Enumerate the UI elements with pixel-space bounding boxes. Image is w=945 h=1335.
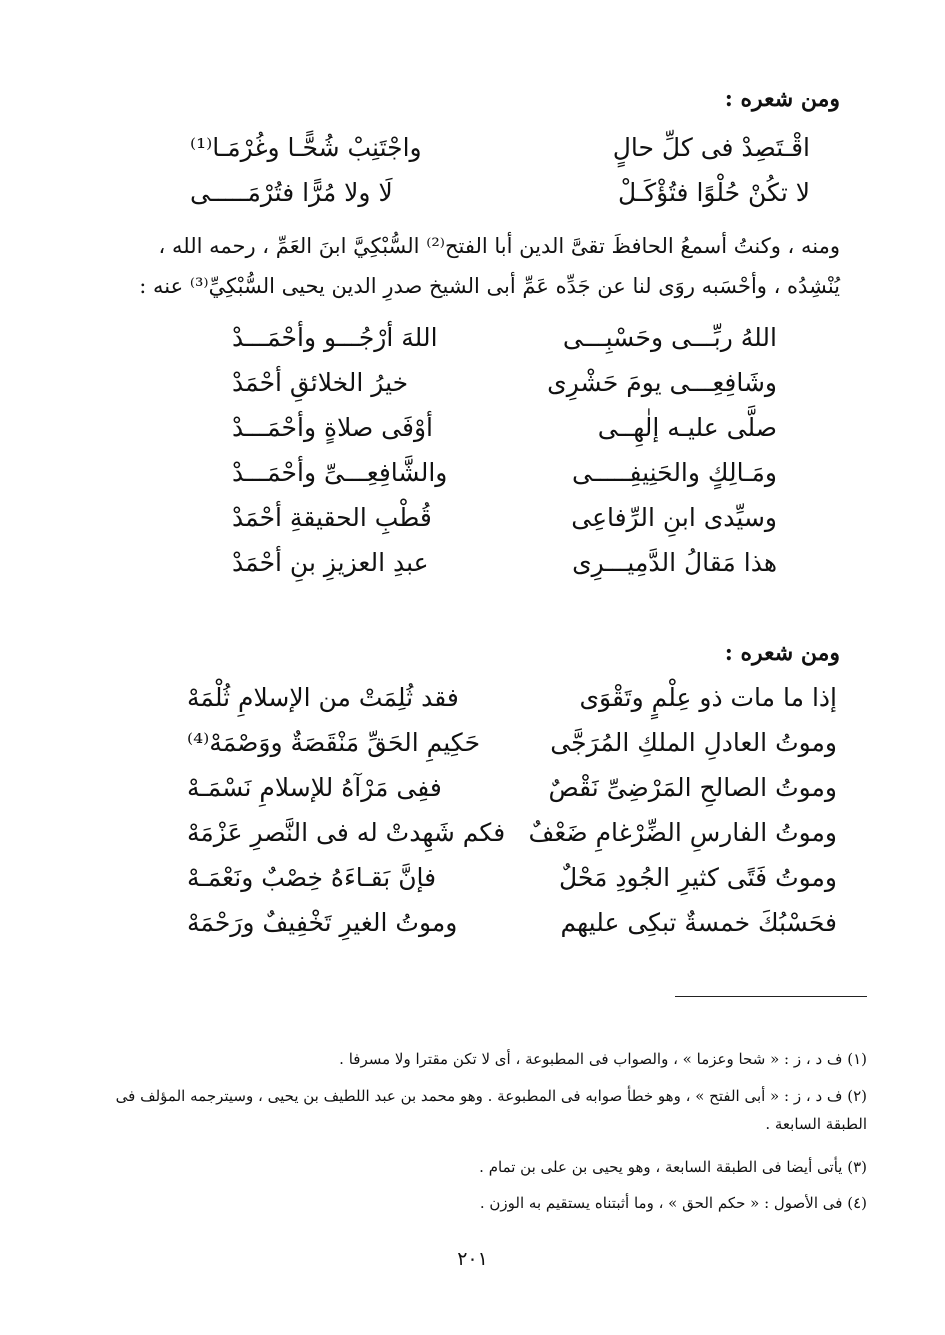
poem3-verse-5 xyxy=(187,863,837,893)
hemistich-first: اللهُ ربِّـــى وحَسْبِـــى xyxy=(562,323,777,352)
page-number: ٢٠١ xyxy=(457,1248,488,1270)
poem3-verse-1 xyxy=(187,683,837,713)
hemistich-first: وشَافِعِـــى يومَ حَشْرِى xyxy=(547,368,777,397)
hemistich-second: وموتُ الغيرِ تَخْفِيفٌ ورَحْمَهْ xyxy=(187,908,458,937)
poem2-verse-3 xyxy=(232,413,777,443)
hemistich-second: قُطْبِ الحقيقةِ أحْمَدْ xyxy=(232,503,432,532)
footnote-separator xyxy=(675,996,867,997)
hemistich-first: اقْـتَصِدْ فى كلِّ حالٍ xyxy=(612,133,810,162)
poem2-verse-2 xyxy=(232,368,777,398)
hemistich-second: عبدِ العزيزِ بنِ أحْمَدْ xyxy=(232,548,429,577)
hemistich-first: هذا مَقالُ الدَّمِيـــرِى xyxy=(572,548,777,577)
hemistich-first: إذا ما مات ذو عِلْمٍ وتَقْوَى xyxy=(579,683,837,712)
hemistich-first: وموتُ الصالحِ المَرْضِىِّ نَقْصٌ xyxy=(548,773,837,802)
hemistich-first: فحَسْبُكَ خمسةٌ تبكِى عليهم xyxy=(560,908,837,937)
intro-line-2: يُنْشِدُه ، وأحْسَبه روَى لنا عن جَدِّه عَمِّ أبى الشيخ صدرِ الدين يحيى السُّبْكِيِّ⁽³⁾ عنه : xyxy=(139,274,840,298)
hemistich-second: واجْتَنِبْ شُحًّـا وغُرْمَـا⁽¹⁾ xyxy=(190,133,422,162)
poem3-verse-4 xyxy=(187,818,837,848)
footnote-4: (٤) فى الأصول : « حكم الحق » ، وما أثبتناه يستقيم به الوزن . xyxy=(479,1194,867,1212)
hemistich-second: والشَّافِعِـــىِّ وأحْمَـــدْ xyxy=(232,458,448,487)
hemistich-first: لا تكُنْ حُلْوًا فتُؤْكَـلْ xyxy=(617,178,810,207)
hemistich-second: لَا ولا مُرًّا فتُرْمَـــــى xyxy=(190,178,393,207)
poem2-verse-5 xyxy=(232,503,777,533)
footnote-2: (٢) ف د ، ز : « أبى الفتح » ، وهو خطأ صوابه فى المطبوعة . وهو محمد بن عبد اللطيف بن يحيى ، وسيترجمه المؤلف فى الطبقة السابعة . xyxy=(115,1087,867,1133)
poem1-verse-2 xyxy=(190,178,810,208)
poem3-verse-3 xyxy=(187,773,837,803)
hemistich-first: وموتُ العادلِ الملكِ المُرَجَّى xyxy=(550,728,837,757)
poem1-heading: ومن شعره : xyxy=(724,86,840,112)
hemistich-first: وموتُ فَتًى كثيرِ الجُودِ مَحْلٌ xyxy=(558,863,837,892)
hemistich-second: فكم شَهِدتْ له فى النَّصرِ عَزْمَهْ xyxy=(187,818,506,847)
footnote-3: (٣) يأتى أيضا فى الطبقة السابعة ، وهو يحيى بن على بن تمام . xyxy=(479,1158,867,1176)
hemistich-second: خيرُ الخلائقِ أحْمَدْ xyxy=(232,368,409,397)
intro-line-1: ومنه ، وكنتُ أسمعُ الحافظَ تقىَّ الدين أبا الفتح⁽²⁾ السُّبْكِيَّ ابنَ العَمِّ ، رحمه الله ، xyxy=(158,234,840,258)
hemistich-second: أوْفَى صلاةٍ وأحْمَـــدْ xyxy=(232,413,433,442)
hemistich-first: ومَـالِكٍ والحَنِيفِـــــى xyxy=(571,458,777,487)
poem2-verse-6 xyxy=(232,548,777,578)
poem3-verse-6 xyxy=(187,908,837,938)
hemistich-first: وسيِّدى ابنِ الرِّفاعِى xyxy=(571,503,777,532)
hemistich-second: فقد ثُلِمَتْ من الإسلامِ ثُلْمَهْ xyxy=(187,683,459,712)
intro-paragraph xyxy=(105,226,840,306)
poem3-heading: ومن شعره : xyxy=(724,640,840,666)
poem2-verse-1 xyxy=(232,323,777,353)
poem1-verse-1 xyxy=(190,133,810,163)
hemistich-second: اللهَ أرْجُـــو وأحْمَـــدْ xyxy=(232,323,438,352)
hemistich-second: فإنَّ بَقـاءَهُ خِصْبٌ ونَعْمَـهْ xyxy=(187,863,437,892)
hemistich-second: حَكِيمِ الحَقِّ مَنْقَصَةٌ ووَصْمَهْ⁽⁴⁾ xyxy=(187,728,481,757)
hemistich-second: ففِى مَرْآهُ للإسلامِ نَسْمَـهْ xyxy=(187,773,442,802)
hemistich-first: صلَّى عليـه إلٰهِــى xyxy=(597,413,777,442)
poem3-verse-2 xyxy=(187,728,837,758)
poem2-verse-4 xyxy=(232,458,777,488)
footnote-1: (١) ف د ، ز : « شحا وعزما » ، والصواب فى المطبوعة ، أى لا تكن مقترا ولا مسرفا . xyxy=(339,1050,867,1068)
hemistich-first: وموتُ الفارسِ الضِّرْغامِ ضَعْفٌ xyxy=(528,818,837,847)
